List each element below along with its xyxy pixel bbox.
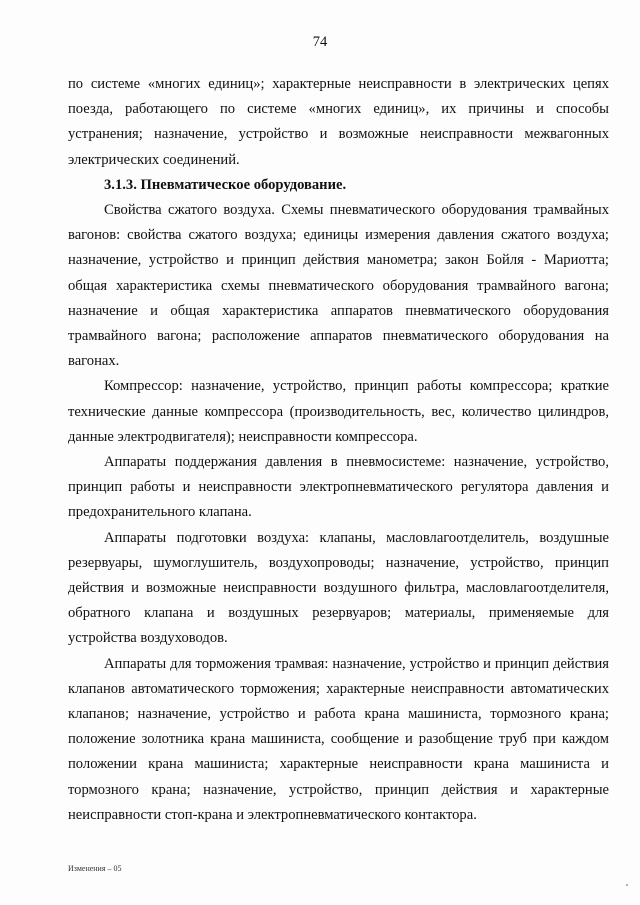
paragraph-air-preparation: Аппараты подготовки воздуха: клапаны, масловлагоотделитель, воздушные резервуары, шумоглушитель, воздухопроводы; назначение, устройство, принцип действия и возможные неисправности воздушного фильтра, масловлагоотделителя, обратного клапана и воздушных резервуаров; материалы, применяемые для устройства воздуховодов. (68, 529, 609, 647)
paragraph-continuation: по системе «многих единиц»; характерные неисправности в электрических цепях поезда, работающего по системе «многих единиц», их причины и способы устранения; назначение, устройство и возможные неисправности межвагонных электрических соединений. (68, 76, 609, 168)
paragraph-pressure-apparatus: Аппараты поддержания давления в пневмосистеме: назначение, устройство, принцип работы и неисправности электропневматического регулятора давления и предохранительного клапана. (68, 454, 609, 521)
page-number: 74 (312, 34, 328, 50)
section-heading: 3.1.3. Пневматическое оборудование. (104, 176, 347, 193)
paragraph-braking: Аппараты для торможения трамвая: назначение, устройство и принцип действия клапанов автоматического торможения; характерные неисправности автоматических клапанов; назначение, устройство и работа крана машиниста, тормозного крана; положение золотника крана машиниста, сообщение и разобщение труб при каждом положении крана машиниста; характерные неисправности крана машиниста и тормозного крана; назначение, устройство, принцип действия и характерные неисправности стоп-крана и электропневматического контактора. (68, 655, 609, 823)
paragraph-compressed-air: Свойства сжатого воздуха. Схемы пневматического оборудования трамвайных вагонов: свойства сжатого воздуха; единицы измерения давления сжатого воздуха; назначение, устройство и принцип действия манометра; закон Бойля - Мариотта; общая характеристика схемы пневматического оборудования трамвайного вагона; назначение и общая характеристика аппаратов пневматического оборудования трамвайного вагона; расположение аппаратов пневматического оборудования на вагонах. (68, 202, 609, 370)
scan-speck (626, 884, 628, 886)
footer-revision: Изменения – 05 (68, 864, 122, 873)
paragraph-compressor: Компрессор: назначение, устройство, принцип работы компрессора; краткие технические данные компрессора (производительность, вес, количество цилиндров, данные электродвигателя); неисправности компрессора. (68, 378, 609, 445)
page-body (68, 72, 609, 828)
